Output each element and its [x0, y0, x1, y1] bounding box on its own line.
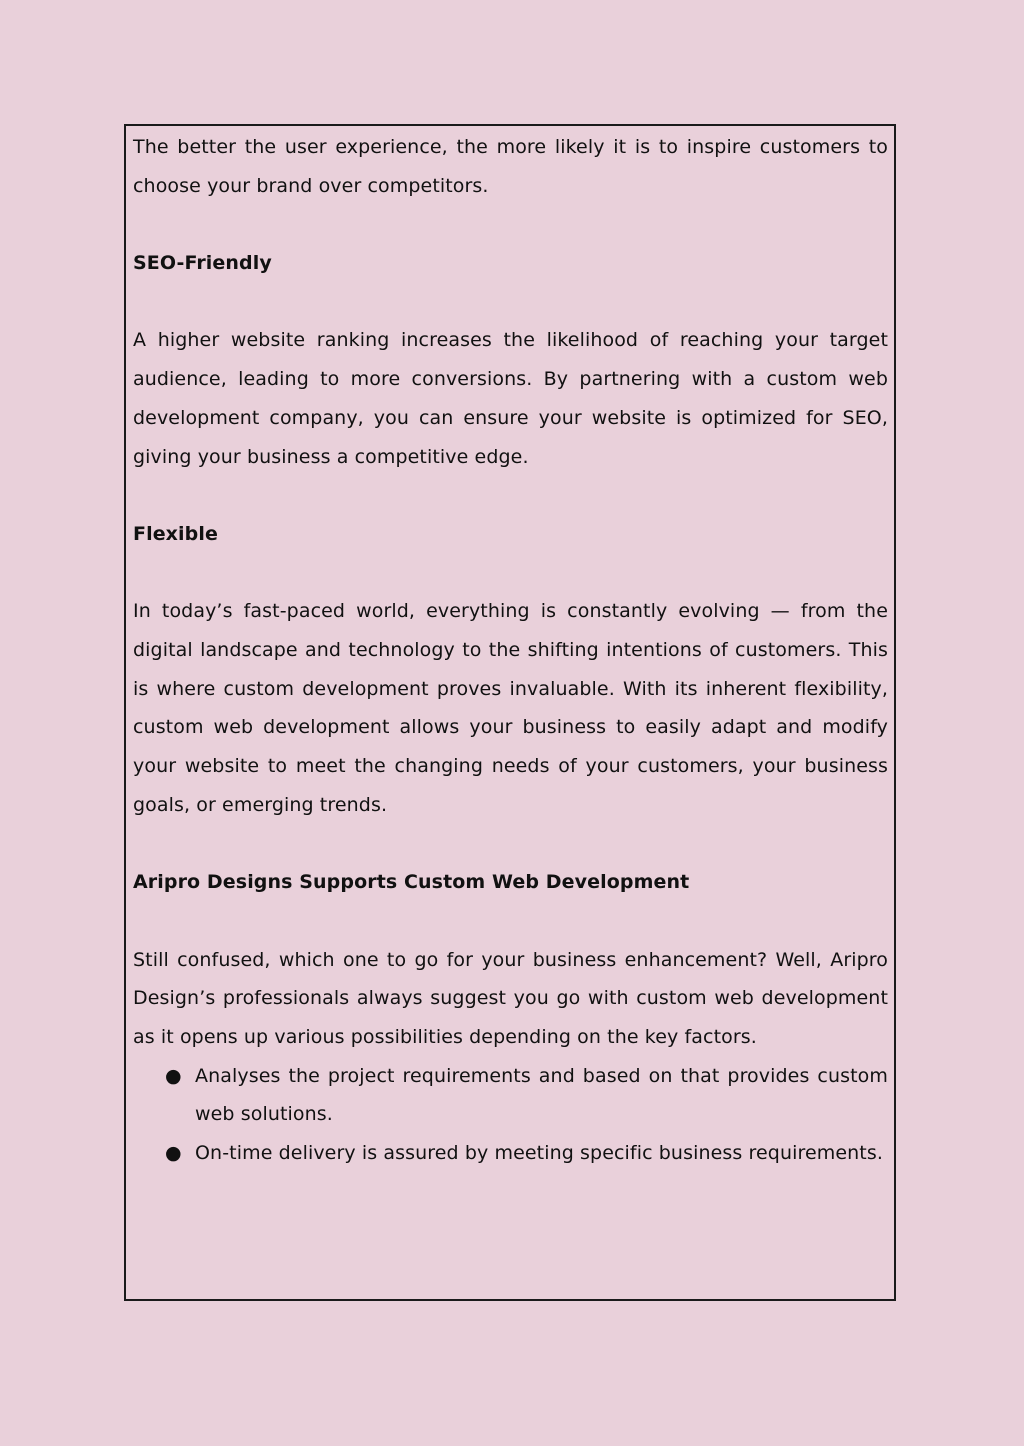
spacer [133, 283, 888, 322]
section-heading-aripro: Aripro Designs Supports Custom Web Development [133, 871, 690, 894]
bullet-icon: ● [165, 1064, 182, 1087]
list-item [133, 1134, 888, 1173]
spacer [133, 902, 888, 941]
list-item-text: On-time delivery is assured by meeting specific business requirements. [195, 1142, 883, 1165]
section-paragraph-aripro: Still confused, which one to go for your business enhancement? Well, Aripro Design’s professionals always suggest you go with custom web development as it opens up various possibilities depending on the key factors. [133, 948, 888, 1049]
list-item [133, 1057, 888, 1134]
spacer [133, 476, 888, 515]
section-heading-seo: SEO-Friendly [133, 252, 272, 275]
document-body [133, 128, 888, 1173]
list-item-text: Analyses the project requirements and based on that provides custom web solutions. [195, 1064, 888, 1126]
spacer [133, 554, 888, 593]
section-paragraph-seo: A higher website ranking increases the likelihood of reaching your target audience, leading to more conversions. By partnering with a custom web development company, you can ensure your website is optimized for SEO, giving your business a competitive edge. [133, 329, 888, 468]
section-heading-flexible: Flexible [133, 522, 218, 545]
intro-paragraph: The better the user experience, the more likely it is to inspire customers to choose your brand over competitors. [133, 136, 888, 197]
bullet-list [133, 1057, 888, 1173]
spacer [133, 825, 888, 864]
bullet-icon: ● [165, 1142, 182, 1165]
spacer [133, 205, 888, 244]
section-paragraph-flexible: In today’s fast-paced world, everything is constantly evolving — from the digital landscape and technology to the shifting intentions of customers. This is where custom development proves invaluable. With its inherent flexibility, custom web development allows your business to easily adapt and modify your website to meet the changing needs of your customers, your business goals, or emerging trends. [133, 600, 888, 816]
